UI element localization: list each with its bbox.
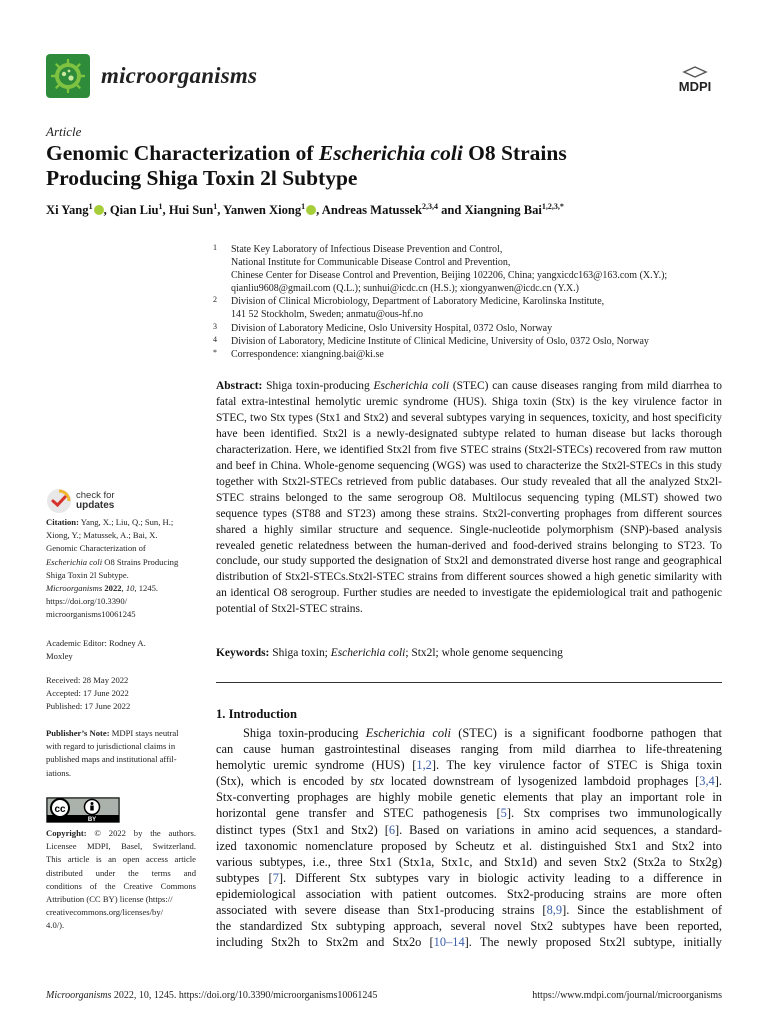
author-separator: and: [437, 203, 465, 218]
journal-name: microorganisms: [101, 63, 258, 88]
journal-header: [46, 54, 722, 100]
copyright-label: Copyright:: [46, 828, 87, 838]
article-title: [46, 141, 726, 191]
intro-line: subtypes [7]. Different Stx subtypes vary in biologic activity leading to a difference in: [216, 870, 722, 885]
intro-line: epidemiological association with patient outcomes. Stx2-producing strains are more often: [216, 886, 722, 901]
editor-line: Moxley: [46, 651, 73, 662]
intro-line: Stx-converting prophages are highly mobile genetic elements that play an important role in: [216, 790, 722, 805]
affiliation-line: Division of Laboratory, Medicine Institute of Clinical Medicine, University of Oslo, 0372 Oslo, Norway: [231, 335, 649, 347]
check-updates-line2: updates: [76, 500, 115, 511]
affiliation-line: Division of Laboratory Medicine, Oslo University Hospital, 0372 Oslo, Norway: [231, 322, 553, 334]
affiliation-line: 141 52 Stockholm, Sweden; anmatu@ous-hf.no: [231, 309, 423, 321]
publisher-note-line: MDPI stays neutral: [111, 728, 179, 738]
copyright-line: Attribution (CC BY) license (https://: [46, 894, 173, 905]
keywords-italic: Escherichia coli: [330, 647, 406, 659]
intro-line: distinct types (Stx1 and Stx2) [6]. Based on variations in amino acid sequences, a standard-: [216, 822, 722, 837]
affiliation-line: State Key Laboratory of Infectious Disease Prevention and Control,: [231, 244, 503, 255]
check-updates-line1: check for: [76, 490, 115, 501]
date-published: Published: 17 June 2022: [46, 701, 131, 712]
license-link[interactable]: creativecommons.org/licenses/by/: [46, 907, 164, 918]
author-list: [46, 202, 736, 218]
copyright-line: Licensee MDPI, Basel, Switzerland.: [46, 841, 196, 852]
citation-line: Escherichia coli O8 Strains Producing: [46, 556, 179, 567]
copyright-line: 4.0/).: [46, 920, 65, 931]
footer-citation: [46, 990, 377, 1001]
author-separator: ,: [316, 203, 322, 218]
cc-badge-text: BY: [87, 817, 97, 823]
editor-line: Academic Editor: Rodney A.: [46, 638, 146, 648]
title-line-2: Producing Shiga Toxin 2l Subtype: [46, 166, 358, 190]
abstract-label: Abstract:: [216, 380, 263, 392]
intro-line: Shiga toxin-producing Escherichia coli (STEC) is a significant foodborne pathogen that: [243, 726, 722, 740]
affiliation-line: Correspondence: xiangning.bai@ki.se: [231, 348, 384, 360]
publisher-note-line: published maps and institutional affil-: [46, 754, 177, 765]
citation-line: Xiong, Y.; Matussek, A.; Bai, X.: [46, 530, 158, 541]
footer-journal: Microorganisms: [46, 990, 112, 1001]
check-for-updates-button[interactable]: [46, 488, 156, 518]
author-separator: ,: [103, 203, 110, 218]
mdpi-logo-text: MDPI: [678, 79, 712, 94]
citation-line: Yang, X.; Liu, Q.; Sun, H.;: [80, 517, 174, 527]
abstract-text: Shiga toxin-producing Escherichia coli (STEC) can cause diseases ranging from mild diarrhea to fatal extra-intestinal hemolytic uremic syndrome (HUS). Shiga toxin (Stx) is the key virulence factor in STEC, two Stx types (Stx1 and Stx2) and several subtypes varying in sequences, toxicity, and host specificity have been identified. Stx2l is a newly-designated subtype related to human disease but lacks thorough characterization. Here, we identified Stx2l from five STEC strains (Stx2l-STECs) recovered from raw mutton and beef in China. Whole-genome sequencing (WGS) was used to characterize the Stx2l-STECs in this study together with Stx2l-STECs retrieved from public databases. Our study revealed that all the analyzed Stx2l-STEC strains belonged to the same serogroup O8. Multilocus sequencing typing (MLST) showed two sequence types (ST88 and ST23) among these strains. Stx2l-converting prophages from different sources shared a highly similar structure and sequence. Single-nucleotide polymorphism (SNP)-based analysis revealed genetic relatedness between the human-derived and food-derived strains belonging to ST23. To conclude, our study supported the designation of Stx2l and demonstrated diverse host range and geographical distribution of Stx2l-STECs.Stx2l-STEC strains from different sources showed a high genetic similarity with an identical O8 serogroup. Further studies are needed to investigate the epidemiological trait and pathogenic potential of Stx2l-STEC strains.: [216, 380, 723, 616]
title-text: Genomic Characterization of: [46, 141, 319, 165]
author-name[interactable]: Hui Sun: [168, 203, 214, 218]
intro-line: horizontal gene transfer and STEC pathogenesis [5]. Stx comprises two immunologically: [216, 806, 722, 821]
affiliation-mark: 3: [213, 321, 217, 331]
keywords: [216, 646, 722, 661]
affiliation: [213, 348, 725, 361]
copyright-line: This article is an open access article: [46, 854, 196, 865]
intro-line: (Stx), which is encoded by stx located downstream of lysogenized lambdoid prophages [3,4].: [216, 774, 722, 789]
citation-line: Microorganisms 2022, 10, 1245.: [46, 583, 159, 594]
affiliation: [213, 243, 725, 295]
author-separator: ,: [162, 203, 169, 218]
citation-doi-link[interactable]: https://doi.org/10.3390/: [46, 596, 128, 607]
footer-citation-rest: 2022, 10, 1245. https://doi.org/10.3390/microorganisms10061245: [111, 990, 378, 1001]
citation-line: microorganisms10061245: [46, 609, 136, 620]
date-received: Received: 28 May 2022: [46, 675, 129, 685]
abstract: [216, 379, 722, 618]
author-affiliation-mark: 1: [158, 202, 163, 211]
affiliation: [213, 322, 725, 335]
author-affiliation-mark: 1: [88, 202, 93, 211]
author-separator: ,: [217, 203, 224, 218]
introduction-body: [216, 725, 722, 950]
intro-line: hemolytic uremic syndrome (HUS) [1,2]. The key virulence factor of STEC is Shiga toxin: [216, 758, 722, 773]
intro-line: associated with severe disease than Stx1-producing strains [8,9]. Since the establishment of: [216, 903, 722, 918]
author-name[interactable]: Xi Yang: [46, 203, 89, 218]
orcid-icon[interactable]: [94, 205, 104, 215]
mdpi-logo-icon: [668, 66, 722, 94]
affiliation-mark: 1: [213, 243, 217, 252]
title-text-2: O8 Strains: [462, 141, 567, 165]
author-affiliation-mark: 1,2,3,*: [541, 202, 564, 211]
keywords-text: Shiga toxin;: [269, 647, 331, 659]
publisher-note-line: with regard to jurisdictional claims in: [46, 741, 176, 752]
cc-by-license-icon[interactable]: [46, 797, 120, 823]
affiliation-line: Division of Clinical Microbiology, Department of Laboratory Medicine, Karolinska Institute,: [231, 296, 605, 308]
affiliation-line: National Institute for Communicable Disease Control and Prevention,: [231, 257, 511, 269]
affiliation-mark: *: [213, 347, 217, 357]
citation-block: [46, 516, 196, 622]
publisher-note-line: iations.: [46, 767, 72, 778]
keywords-label: Keywords:: [216, 647, 270, 659]
intro-line: various subtypes, i.e., three Stx1 (Stx1a, Stx1c, and Stx1d) and seven Stx2 (Stx2a to Stx2g): [216, 854, 722, 869]
citation-label: Citation:: [46, 517, 79, 527]
affiliation: [213, 295, 725, 321]
article-type: Article: [46, 124, 82, 139]
copyright-line: distributed under the terms and: [46, 867, 196, 878]
publisher-note-label: Publisher’s Note:: [46, 728, 110, 738]
section-heading: 1. Introduction: [216, 707, 297, 721]
affiliation-line: Chinese Center for Disease Control and Prevention, Beijing 102206, China; yangxicdc163@163.com (X.Y.);: [231, 270, 668, 282]
affiliation: [213, 335, 725, 348]
check-updates-icon: [46, 488, 72, 514]
orcid-icon[interactable]: [306, 205, 316, 215]
affiliation-mark: 4: [213, 334, 217, 344]
author-name[interactable]: Qian Liu: [109, 203, 159, 218]
citation-line: Shiga Toxin 2l Subtype.: [46, 569, 129, 580]
footer-journal-link[interactable]: https://www.mdpi.com/journal/microorganisms: [532, 990, 722, 1001]
affiliation-line: qianliu9608@gmail.com (Q.L.); sunhui@icdc.cn (H.S.); xiongyanwen@icdc.cn (Y.X.): [231, 283, 579, 295]
intro-line: including Stx2h to Stx2m and Stx2o [10–14]. The newly proposed Stx2l subtype, initially: [216, 935, 722, 950]
author-name[interactable]: Andreas Matussek: [321, 203, 422, 218]
affiliation-mark: 2: [213, 295, 217, 305]
microorganisms-logo-icon: [46, 54, 90, 98]
publication-dates: [46, 674, 196, 714]
copyright-block: [46, 827, 196, 933]
academic-editor: [46, 637, 196, 663]
publisher-note: [46, 727, 196, 780]
citation-line: Genomic Characterization of: [46, 543, 146, 554]
copyright-line: © 2022 by the authors.: [94, 828, 196, 838]
author-affiliation-mark: 2,3,4: [421, 202, 438, 211]
intro-line: ized taxonomic nomenclature proposed by Scheutz et al. distinguished Stx1 and Stx2 into: [216, 838, 722, 853]
svg-text:cc: cc: [54, 804, 66, 815]
date-accepted: Accepted: 17 June 2022: [46, 688, 129, 699]
intro-line: can cause human gastrointestinal diseases ranging from mild diarrhea to life-threatening: [216, 742, 722, 757]
author-affiliation-mark: 1: [213, 202, 218, 211]
affiliations: [213, 243, 725, 361]
author-name[interactable]: Yanwen Xiong: [223, 203, 302, 218]
author-affiliation-mark: 1: [301, 202, 306, 211]
title-species: Escherichia coli: [318, 141, 463, 165]
author-name[interactable]: Xiangning Bai: [464, 203, 542, 218]
section-divider: [216, 682, 722, 683]
intro-line: the standardized Stx subtyping approach, several novel Stx2 subtypes have been reported,: [216, 919, 722, 934]
copyright-line: conditions of the Creative Commons: [46, 880, 196, 891]
keywords-text-2: ; Stx2l; whole genome sequencing: [405, 647, 563, 659]
